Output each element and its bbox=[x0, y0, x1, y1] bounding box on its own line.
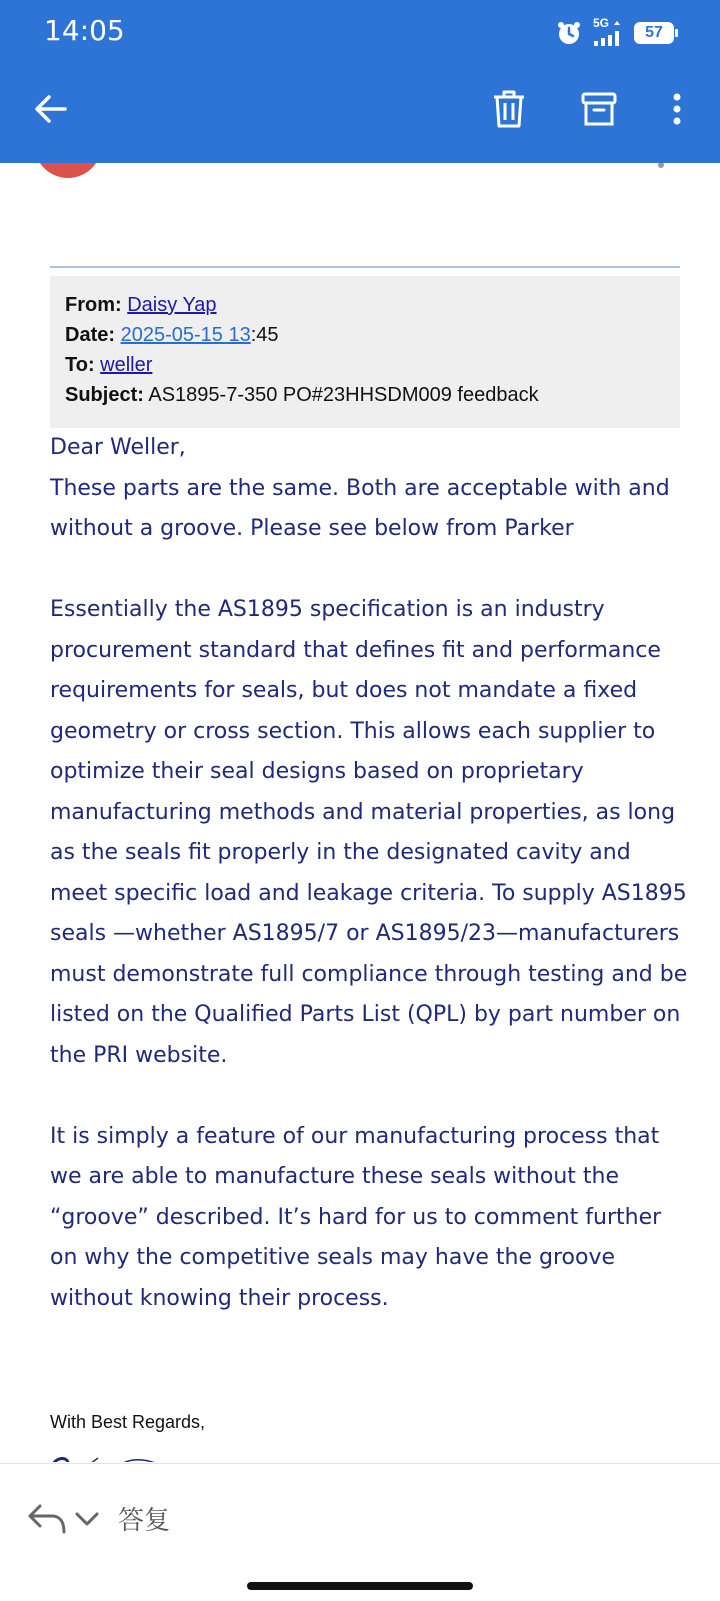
date-row bbox=[65, 324, 279, 347]
reply-button[interactable] bbox=[26, 1500, 68, 1536]
reply-bar bbox=[0, 1463, 720, 1601]
quote-divider bbox=[50, 266, 680, 268]
date-link[interactable]: 2025-05-15 13 bbox=[120, 324, 251, 346]
from-label: From: bbox=[65, 294, 122, 316]
paragraph-3: It is simply a feature of our manufacturing process that we are able to manufacture these seals without the “groove” described. It’s hard for us to comment further on why the competitive seals may have the groove without knowing their process. bbox=[50, 1123, 662, 1311]
date-label: Date: bbox=[65, 324, 116, 346]
app-bar bbox=[0, 0, 720, 163]
delete-button[interactable] bbox=[482, 82, 536, 136]
reply-icon bbox=[26, 1500, 68, 1536]
more-vertical-icon bbox=[667, 89, 687, 129]
forwarded-header bbox=[50, 276, 680, 428]
home-indicator[interactable] bbox=[247, 1582, 473, 1590]
back-button[interactable] bbox=[24, 82, 78, 136]
chevron-down-icon bbox=[74, 1508, 100, 1530]
paragraph-1: These parts are the same. Both are acceptable with and without a groove. Please see below from Parker bbox=[50, 475, 670, 541]
trash-icon bbox=[489, 88, 529, 130]
subject-label: Subject: bbox=[65, 384, 144, 406]
to-link[interactable]: weller bbox=[100, 354, 153, 376]
status-icons bbox=[556, 18, 674, 48]
to-label: To: bbox=[65, 354, 95, 376]
date-rest: :45 bbox=[250, 324, 279, 346]
reply-options-button[interactable] bbox=[74, 1508, 100, 1530]
alarm-icon bbox=[556, 20, 582, 46]
to-row bbox=[65, 354, 152, 377]
more-button[interactable] bbox=[650, 82, 704, 136]
status-time: 14:05 bbox=[44, 14, 125, 47]
signature-partial bbox=[50, 1452, 210, 1462]
reply-label[interactable]: 答复 bbox=[118, 1506, 171, 1536]
archive-icon bbox=[579, 89, 619, 129]
arrow-left-icon bbox=[31, 89, 71, 129]
archive-button[interactable] bbox=[572, 82, 626, 136]
from-link[interactable]: Daisy Yap bbox=[127, 294, 217, 316]
greeting: Dear Weller, bbox=[50, 435, 186, 460]
message-body bbox=[50, 428, 690, 1319]
battery-level: 57 bbox=[645, 24, 663, 41]
subject-value: AS1895-7-350 PO#23HHSDM009 feedback bbox=[148, 384, 539, 406]
closing: With Best Regards, bbox=[50, 1412, 206, 1432]
subject-row bbox=[65, 384, 539, 407]
paragraph-2: Essentially the AS1895 specification is an industry procurement standard that defines fit and performance requirements for seals, but does not mandate a fixed geometry or cross section. This allows each supplier to optimize their seal designs based on proprietary manufacturing methods and material properties, as long as the seals fit properly in the designated cavity and meet specific load and leakage criteria. To supply AS1895 seals —whether AS1895/7 or AS1895/23—manufacturers must demonstrate full compliance through testing and be listed on the Qualified Parts List (QPL) by part number on the PRI website. bbox=[50, 597, 688, 1068]
network-type: 5G bbox=[593, 16, 610, 30]
signal-icon bbox=[592, 16, 624, 47]
battery-icon bbox=[634, 22, 674, 44]
from-row bbox=[65, 294, 217, 317]
